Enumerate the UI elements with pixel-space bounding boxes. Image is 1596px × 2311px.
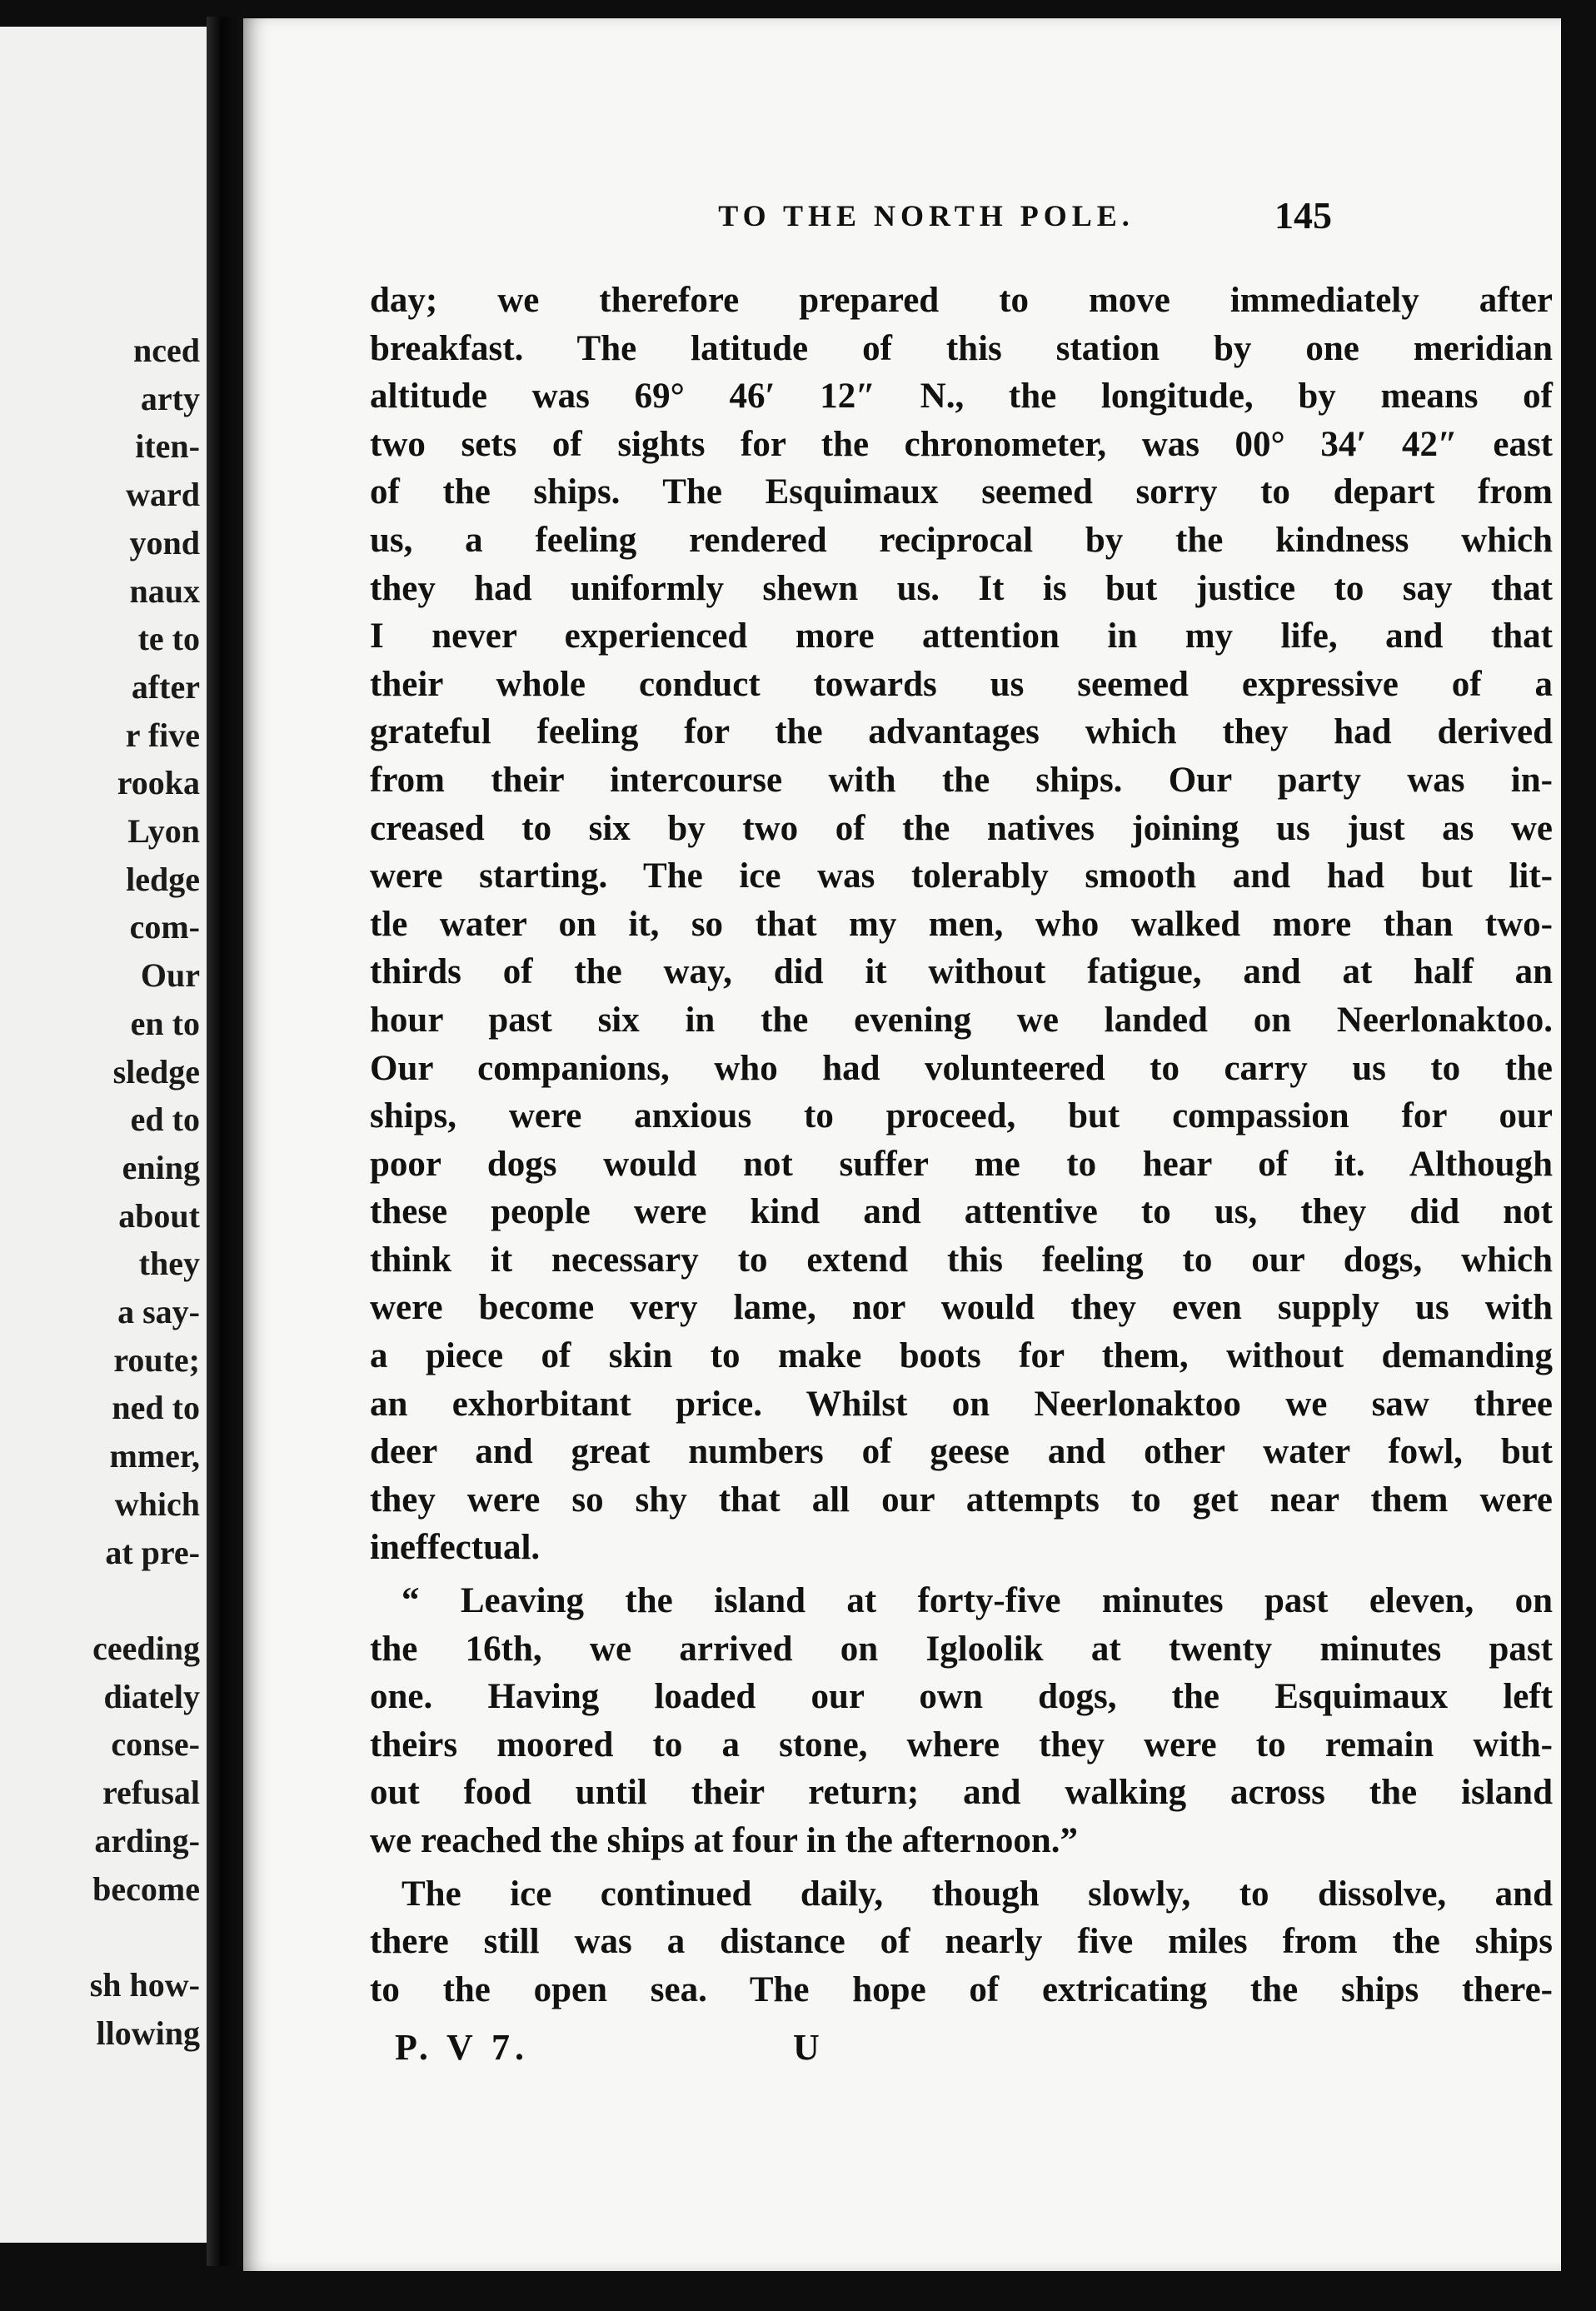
text-line: The ice continued daily, though slowly, to dissolve, and [401, 1874, 1553, 1914]
text-line: we reached the ships at four in the afternoon.” [370, 1821, 1079, 1860]
text-line: “ Leaving the island at forty-five minutes past eleven, on [401, 1581, 1553, 1621]
facing-page-line: ned to [112, 1389, 200, 1427]
paragraph-3 [370, 1870, 1553, 2014]
facing-page-line: llowing [96, 2014, 200, 2052]
facing-page-line: iten- [135, 427, 200, 466]
text-line: tle water on it, so that my men, who walked more than two- [370, 904, 1553, 944]
signature-mark: U [793, 2027, 820, 2068]
page-number: 145 [1274, 194, 1332, 237]
facing-page-line: Lyon [127, 812, 200, 851]
facing-page-line: com- [129, 908, 200, 946]
facing-page-line: about [118, 1196, 200, 1235]
facing-page-line: conse- [111, 1725, 200, 1764]
facing-page-line: arding- [94, 1821, 200, 1859]
text-line: to the open sea. The hope of extricating the ships there- [370, 1969, 1553, 2009]
text-line: were starting. The ice was tolerably smooth and had but lit- [370, 856, 1553, 896]
text-line: two sets of sights for the chronometer, was 00° 34′ 42″ east [370, 424, 1553, 464]
facing-page-line: they [138, 1245, 200, 1283]
facing-page-line: ed to [130, 1101, 200, 1139]
text-line: these people were kind and attentive to us, they did not [370, 1192, 1553, 1232]
facing-page-line: ledge [126, 860, 200, 898]
facing-page-line: rooka [117, 764, 200, 802]
main-page [243, 18, 1561, 2271]
facing-page-line: r five [125, 716, 200, 754]
facing-page-line: diately [103, 1677, 200, 1715]
text-line: they were so shy that all our attempts to get near them were [370, 1480, 1553, 1520]
book-gutter [207, 17, 243, 2266]
facing-page-line: which [114, 1485, 200, 1523]
facing-page-line: route; [113, 1340, 200, 1379]
text-line: ships, were anxious to proceed, but compassion for our [370, 1096, 1553, 1136]
facing-page-line: ceeding [92, 1629, 200, 1667]
text-line: their whole conduct towards us seemed expressive of a [370, 664, 1553, 704]
facing-page-line: yond [129, 523, 200, 562]
facing-page-line: at pre- [105, 1533, 200, 1571]
text-line: of the ships. The Esquimaux seemed sorry to depart from [370, 472, 1553, 512]
text-line: Our companions, who had volunteered to carry us to the [370, 1048, 1553, 1088]
text-line: an exhorbitant price. Whilst on Neerlonaktoo we saw three [370, 1384, 1553, 1424]
facing-page-line: refusal [102, 1774, 200, 1812]
text-line: a piece of skin to make boots for them, without demanding [370, 1336, 1553, 1376]
text-line: one. Having loaded our own dogs, the Esquimaux left [370, 1677, 1553, 1717]
facing-page-line: a say- [117, 1293, 200, 1331]
facing-page-line: arty [140, 379, 200, 417]
facing-page-line: mmer, [109, 1437, 200, 1475]
facing-page-line: Our [140, 956, 200, 995]
text-line: grateful feeling for the advantages which they had derived [370, 712, 1553, 752]
text-line: think it necessary to extend this feeling to our dogs, which [370, 1240, 1553, 1280]
paragraph-2-quote [370, 1577, 1553, 1865]
text-line: us, a feeling rendered reciprocal by the kindness which [370, 520, 1553, 560]
text-line: hour past six in the evening we landed on Neerlonaktoo. [370, 1000, 1553, 1040]
paragraph-1 [370, 277, 1553, 1572]
printer-signature: P. V 7. [395, 2027, 530, 2068]
text-line: I never experienced more attention in my life, and that [370, 616, 1553, 656]
text-line: day; we therefore prepared to move immediately after [370, 281, 1553, 320]
text-line: from their intercourse with the ships. Our party was in- [370, 760, 1553, 800]
text-line: poor dogs would not suffer me to hear of it. Although [370, 1144, 1553, 1184]
facing-page-line: ward [126, 476, 200, 514]
facing-page-line [90, 1913, 200, 1961]
text-line: thirds of the way, did it without fatigue, and at half an [370, 952, 1553, 992]
facing-page-line: te to [137, 620, 200, 658]
facing-page-line: become [92, 1869, 200, 1908]
text-line: were become very lame, nor would they even supply us with [370, 1288, 1553, 1328]
text-line: the 16th, we arrived on Igloolik at twenty minutes past [370, 1629, 1553, 1669]
text-line: out food until their return; and walking across the island [370, 1773, 1553, 1813]
facing-page-line [90, 1576, 200, 1625]
text-line: there still was a distance of nearly five miles from the ships [370, 1922, 1553, 1962]
running-head: TO THE NORTH POLE. [718, 199, 1135, 232]
text-line: they had uniformly shewn us. It is but justice to say that [370, 568, 1553, 608]
text-line: altitude was 69° 46′ 12″ N., the longitude, by means of [370, 377, 1553, 417]
facing-page [0, 27, 207, 2243]
facing-page-line: after [131, 667, 200, 706]
facing-page-line: ening [122, 1148, 200, 1186]
facing-page-line: sh how- [89, 1965, 200, 2004]
facing-page-text [90, 327, 200, 2057]
text-line: ineffectual. [370, 1528, 541, 1568]
text-line: creased to six by two of the natives joining us just as we [370, 808, 1553, 848]
facing-page-line: naux [129, 572, 200, 610]
facing-page-line: sledge [112, 1052, 200, 1091]
text-line: theirs moored to a stone, where they were to remain with- [370, 1725, 1553, 1764]
body-text [370, 277, 1553, 2014]
text-line: deer and great numbers of geese and other water fowl, but [370, 1432, 1553, 1472]
text-line: breakfast. The latitude of this station by one meridian [370, 328, 1553, 368]
facing-page-line: en to [130, 1004, 200, 1042]
facing-page-line: nced [133, 332, 200, 369]
